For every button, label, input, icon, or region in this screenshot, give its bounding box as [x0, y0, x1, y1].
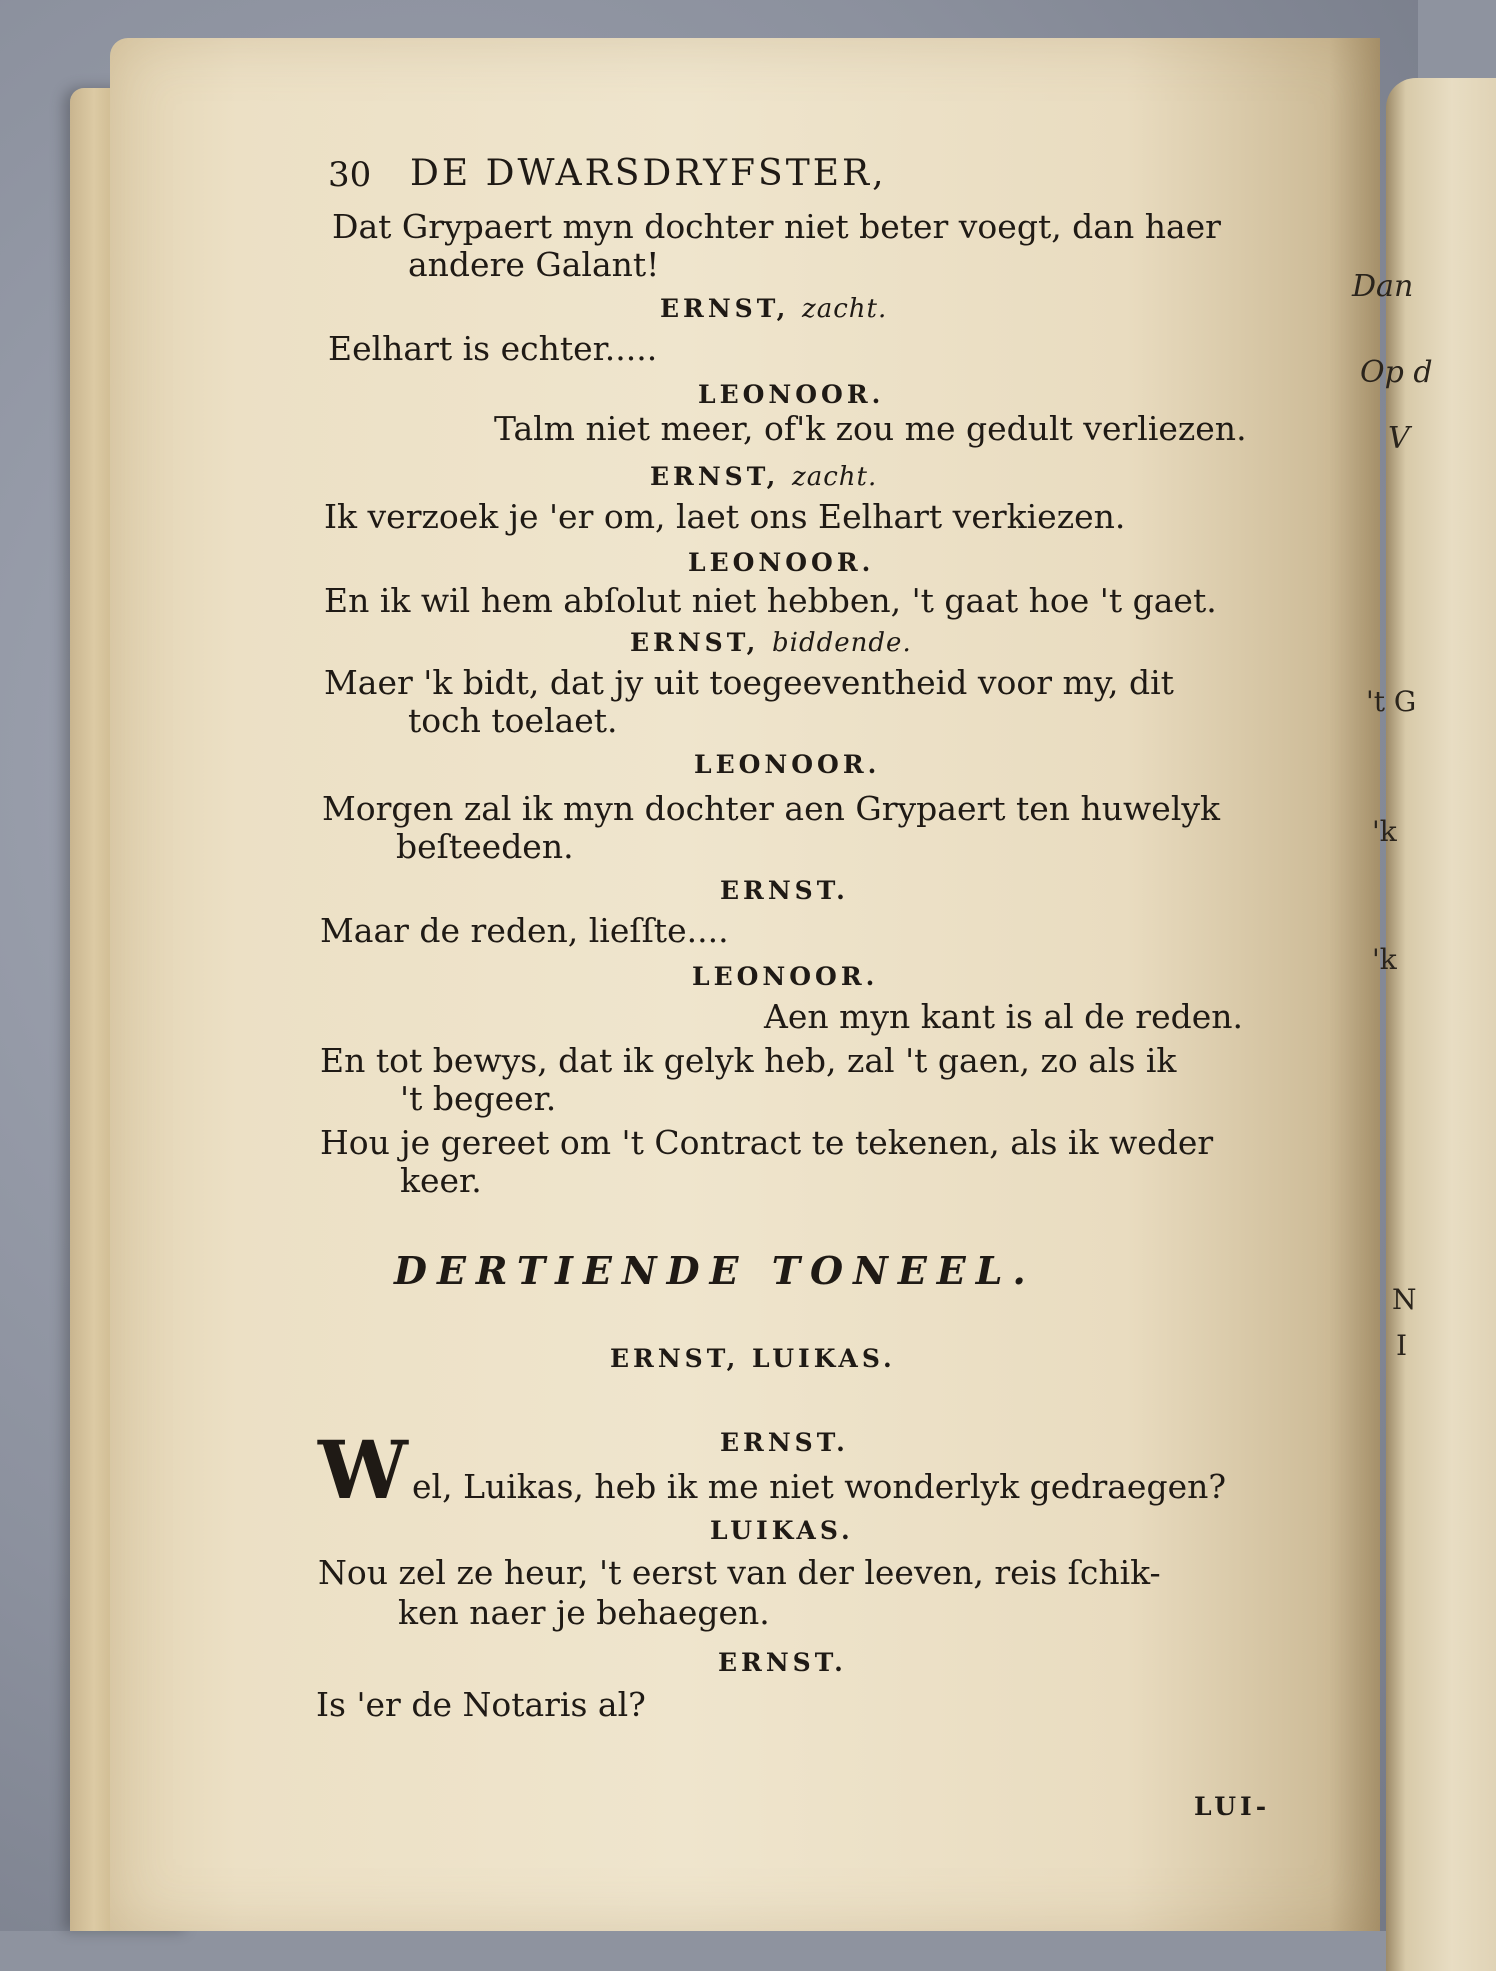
right-page-fragment: 'k	[1372, 943, 1397, 976]
speaker-name: ERNST,	[650, 462, 780, 491]
text-line: el, Luikas, heb ik me niet wonderlyk gedraegen?	[412, 1467, 1227, 1506]
text-line: Eelhart is echter.....	[328, 329, 658, 368]
right-page-fragment: V	[1388, 421, 1410, 456]
speaker-label: LEONOOR.	[692, 962, 879, 991]
text-line: Aen myn kant is al de reden.	[764, 997, 1243, 1036]
catchword: LUI-	[1194, 1792, 1271, 1821]
right-page-fragment: N	[1392, 1283, 1417, 1316]
text-line: En tot bewys, dat ik gelyk heb, zal 't gaen, zo als ik	[320, 1041, 1177, 1080]
text-line: Nou zel ze heur, 't eerst van der leeven, reis ſchik-	[318, 1553, 1161, 1592]
speaker-label	[650, 464, 877, 490]
text-line: Is 'er de Notaris al?	[316, 1685, 646, 1724]
text-line: keer.	[400, 1161, 482, 1200]
text-line: beſteeden.	[396, 827, 574, 866]
speaker-label: LEONOOR.	[698, 380, 885, 409]
text-line: Ik verzoek je 'er om, laet ons Eelhart verkiezen.	[324, 497, 1126, 536]
speaker-label: LEONOOR.	[694, 750, 881, 779]
speaker-label: LEONOOR.	[688, 548, 875, 577]
scene-characters: ERNST, LUIKAS.	[610, 1344, 896, 1373]
text-line: Dat Grypaert myn dochter niet beter voegt, dan haer	[332, 207, 1221, 246]
speaker-label	[660, 296, 887, 322]
drop-cap: W	[318, 1423, 408, 1517]
text-line: toch toelaet.	[408, 701, 618, 740]
right-page-fragment: I	[1396, 1329, 1408, 1362]
stage-direction: biddende.	[772, 628, 912, 658]
text-line: Talm niet meer, of'k zou me gedult verliezen.	[494, 409, 1247, 448]
speaker-label: ERNST.	[720, 876, 849, 905]
running-title: DE DWARSDRYFSTER,	[410, 153, 887, 194]
text-line: Morgen zal ik myn dochter aen Grypaert ten huwelyk	[322, 789, 1221, 828]
stage-direction: zacht.	[792, 462, 878, 492]
speaker-name: ERNST,	[630, 628, 760, 657]
text-line: andere Galant!	[408, 245, 660, 284]
text-line: Maar de reden, lieſſte....	[320, 911, 729, 950]
speaker-name: ERNST,	[660, 294, 790, 323]
speaker-label: ERNST.	[720, 1428, 849, 1457]
speaker-label: LUIKAS.	[710, 1516, 854, 1545]
text-line: Maer 'k bidt, dat jy uit toegeeventheid voor my, dit	[324, 663, 1174, 702]
right-page-fragment: 't G	[1366, 685, 1417, 718]
text-line: 't begeer.	[400, 1079, 557, 1118]
page-number: 30	[328, 155, 372, 195]
stage-direction: zacht.	[802, 294, 888, 324]
right-page-fragment: Dan	[1352, 269, 1414, 304]
scene-heading: DERTIENDE TONEEL.	[394, 1248, 1036, 1293]
right-page-fragment: Op d	[1360, 355, 1433, 390]
speaker-label	[630, 630, 912, 656]
text-line: ken naer je behaegen.	[398, 1593, 770, 1632]
text-line: Hou je gereet om 't Contract te tekenen, als ik weder	[320, 1123, 1214, 1162]
text-line: En ik wil hem abſolut niet hebben, 't gaat hoe 't gaet.	[324, 581, 1217, 620]
right-page-fragment: 'k	[1372, 815, 1397, 848]
speaker-label: ERNST.	[718, 1648, 847, 1677]
